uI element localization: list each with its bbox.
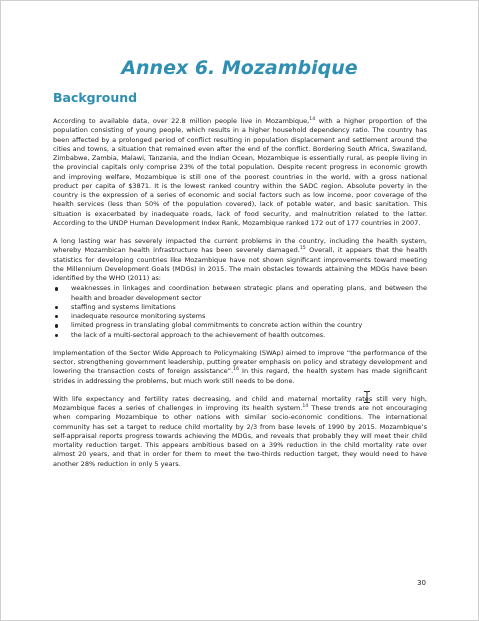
page-number: 30 <box>417 579 426 587</box>
list-item: staffing and systems limitations <box>71 303 427 312</box>
annex-title: Annex 6. Mozambique <box>121 57 358 79</box>
section-heading: Background <box>53 90 138 105</box>
paragraph-4-text-cont: These trends are not encouraging when comparing Mozambique to other nations with similar socio-economic conditions. The international community has set a target to reduce child mortality by 2/3 from base levels of 1990 by 2015. Mozambique’s self-appraisal reports progress towards achieving the MDGs, and reveals that probably they will meet their child mortality reduction target. This appears ambitious based on a 39% reduction in the child mortality rate over almost 20 years, and that in order for them to meet the two-thirds reduction target, they would need to have another 28% reduction in only 5 years. <box>53 404 427 468</box>
paragraph-4-text: With life expectancy and fertility rates decreasing, and child and maternal mortality rates still very high, Mozambique faces a series of challenges in improving its health system. <box>53 394 427 412</box>
footnote-ref: 14 <box>309 116 316 122</box>
paragraph-3-text: Implementation of the Sector Wide Approach to Policymaking (SWAp) aimed to improve “the performance of the sector, strengthening government leadership, putting greater emphasis on policy and strategy development and lowering the transaction costs of foreign assistance”. <box>53 348 427 376</box>
paragraph-2-text-cont: Overall, it appears that the health statistics for developing countries like Mozambique have not shown significant improvements toward meeting the Millennium Development Goals (MDGs) in 2015. The main obstacles towards attaining the MDGs have been identified by the WHO (2011) as: <box>53 246 427 282</box>
paragraph-1-text: According to available data, over 22.8 million people live in Mozambique, <box>53 117 310 125</box>
obstacles-list <box>53 284 427 340</box>
list-item: inadequate resource monitoring systems <box>71 312 427 321</box>
list-item: the lack of a multi-sectoral approach to the achievement of health outcomes. <box>71 331 427 340</box>
paragraph-3 <box>53 349 427 386</box>
paragraph-3-text-cont: In this regard, the health system has made significant strides in addressing the problems, but much work still needs to be done. <box>53 367 427 385</box>
paragraph-4 <box>53 395 427 469</box>
document-body <box>53 117 427 478</box>
footnote-ref: 16 <box>233 367 240 373</box>
footnote-ref: 14 <box>302 403 309 409</box>
paragraph-1-text-cont: with a higher proportion of the population consisting of young people, which results in a higher household dependency ratio. The country has been affected by a prolonged period of conflict resulting in population displacement and settlement around the cities and towns, a situation that remained even after the end of the conflict. Bordering South Africa, Swaziland, Zimbabwe, Zambia, Malawi, Tanzania, and the Indian Ocean, Mozambique is essentially rural, as people living in the provincial capitals only comprise 23% of the total population. Despite recent progress in economic growth and improving welfare, Mozambique is still one of the poorest countries in the world, with a gross national product per capita of $3871. It is the lowest ranked country within the SADC region. Absolute poverty in the country is the expression of a series of economic and social factors such as low income, poor coverage of the health services (less than 50% of the population covered), lack of potable water, and basic sanitation. This situation is exacerbated by inadequate roads, lack of food security, and malnutrition related to the latter. According to the UNDP Human Development Index Rank, Mozambique ranked 172 out of 177 countries in 2007. <box>53 117 427 227</box>
footnote-ref: 15 <box>299 246 306 252</box>
paragraph-2-text: A long lasting war has severely impacted the current problems in the country, including the health system, whereby Mozambican health infrastructure has been severely damaged. <box>53 237 427 255</box>
text-cursor-icon <box>363 391 371 403</box>
list-item: limited progress in translating global commitments to concrete action within the country <box>71 321 427 330</box>
list-item: weaknesses in linkages and coordination between strategic plans and operating plans, and between the health and broader development sector <box>71 284 427 302</box>
paragraph-1 <box>53 117 427 228</box>
paragraph-2 <box>53 237 427 283</box>
